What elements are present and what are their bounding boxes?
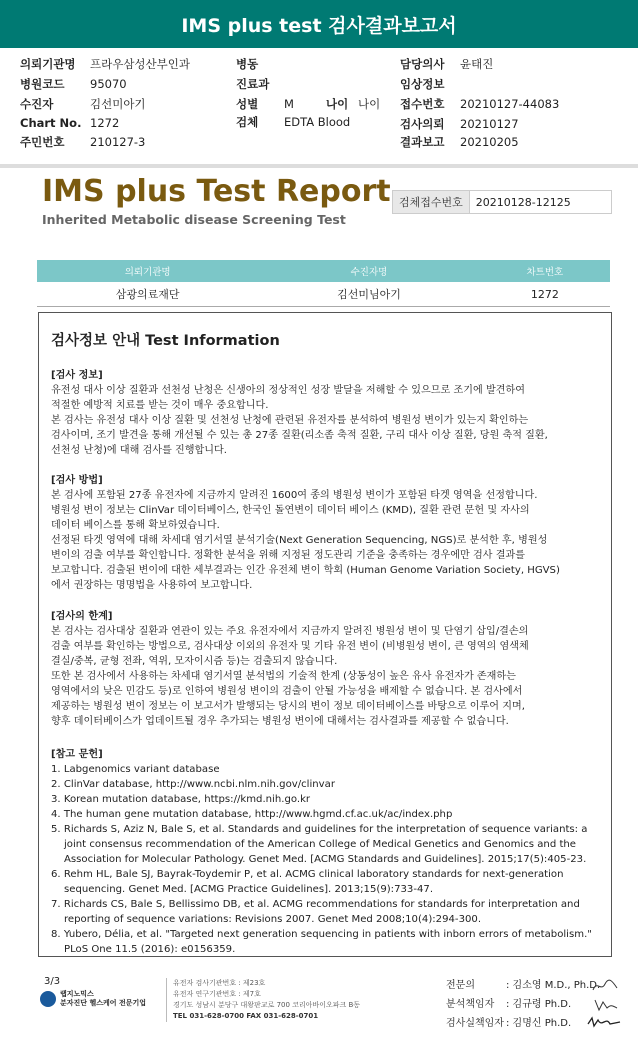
footer bbox=[0, 968, 638, 1040]
reference-item: 6. Rehm HL, Bale SJ, Bayrak-Toydemir P, et al. ACMG clinical laboratory standards for next-generation sequencing. Genet Med. [ACMG Practice Guidelines]. 2013;15(9):733-47. bbox=[51, 869, 564, 895]
paragraph-line: 검출 여부를 확인하는 방법으로, 검사대상 이외의 유전자 및 기타 유전 변이 (비병원성 변이, 큰 영역의 염색체 bbox=[51, 641, 529, 652]
paragraph-line: 적절한 예방적 치료를 받는 것이 매우 중요합니다. bbox=[51, 400, 269, 411]
paragraph-line: 제공하는 병원성 변이 정보는 이 보고서가 발행되는 당시의 변이 정보 데이터베이스를 바탕으로 이루어 지며, bbox=[51, 701, 525, 712]
report-header-title: IMS plus test 검사결과보고서 bbox=[0, 0, 638, 48]
report-date-label: 결과보고 bbox=[400, 135, 445, 149]
department-label: 진료과 bbox=[236, 77, 270, 91]
paragraph-line: 본 검사에 포함된 27종 유전자에 지금까지 알려진 1600여 종의 병원성 변이가 포함된 타겟 영역을 선정합니다. bbox=[51, 490, 538, 501]
signature-3 bbox=[586, 1014, 622, 1032]
reference-item: 3. Korean mutation database, https://kmd.nih.go.kr bbox=[51, 794, 311, 805]
signer-name: : 김규령 Ph.D. bbox=[506, 999, 572, 1010]
specimen-receipt-label: 검체접수번호 bbox=[393, 191, 470, 213]
rrn-value: 210127-3 bbox=[90, 135, 146, 149]
reference-item: 1. Labgenomics variant database bbox=[51, 764, 220, 775]
signature-1 bbox=[591, 978, 619, 994]
patient-summary-table bbox=[37, 260, 610, 307]
table-cell: 김선미님아기 bbox=[258, 282, 479, 307]
request-date-label: 검사의뢰 bbox=[400, 117, 445, 131]
clinical-info-label: 임상정보 bbox=[400, 77, 445, 91]
subject-label: 수진자 bbox=[20, 97, 54, 111]
section-heading: [검사 방법] bbox=[51, 475, 103, 486]
ward-label: 병동 bbox=[236, 57, 259, 71]
test-method-section bbox=[51, 473, 607, 593]
reference-item: 7. Richards CS, Bale S, Bellissimo DB, et al. ACMG recommendations for standards for interpretation and reporting of sequence variations: Revisions 2007. Genet Med 2008;10(4):294-300. bbox=[51, 899, 580, 925]
signer-name: : 김명신 Ph.D. bbox=[506, 1018, 572, 1029]
hospital-code-label: 병원코드 bbox=[20, 77, 65, 91]
test-info-section bbox=[51, 368, 607, 458]
specimen-receipt-box bbox=[392, 190, 612, 214]
paragraph-line: 영역에서의 낮은 민감도 등)로 인하여 병원성 변이의 검출이 안될 가능성을 배제할 수 없습니다. 본 검사에서 bbox=[51, 686, 523, 697]
paragraph-line: 본 검사는 유전성 대사 이상 질환 및 선천성 난청에 관련된 유전자를 분석하여 병원성 변이가 있는지 확인하는 bbox=[51, 415, 529, 426]
institution-label: 의뢰기관명 bbox=[20, 57, 76, 71]
request-date-value: 20210127 bbox=[460, 117, 519, 131]
section-heading: [참고 문헌] bbox=[51, 749, 103, 760]
specimen-value: EDTA Blood bbox=[284, 115, 351, 129]
reference-item: 8. Yubero, Délia, et al. "Targeted next generation sequencing in patients with inborn errors of metabolism." PLoS One 11.5 (2016): e0156359. bbox=[51, 929, 592, 955]
table-header: 수진자명 bbox=[258, 260, 479, 282]
table-row bbox=[37, 282, 610, 307]
signer-role: 분석책임자 bbox=[446, 999, 495, 1010]
table-cell: 삼광의료재단 bbox=[37, 282, 258, 307]
info-line: TEL 031-628-0700 FAX 031-628-0701 bbox=[173, 1012, 319, 1020]
page-number: 3/3 bbox=[44, 976, 61, 987]
info-line: 경기도 성남시 분당구 대왕판교로 700 코리아바이오파크 B동 bbox=[173, 1001, 361, 1009]
paragraph-line: 검사이며, 조기 발견을 통해 개선될 수 있는 총 27종 질환(리소좀 축적 질환, 구리 대사 이상 질환, 당원 축적 질환, bbox=[51, 430, 548, 441]
paragraph-line: 선천성 난청)에 대해 검사를 진행합니다. bbox=[51, 445, 227, 456]
table-header: 의뢰기관명 bbox=[37, 260, 258, 282]
signatories bbox=[446, 976, 600, 1033]
institution-value: 프라우삼성산부인과 bbox=[90, 57, 190, 71]
receipt-no-value: 20210127-44083 bbox=[460, 97, 560, 111]
info-line: 유전자 검사기관번호 : 제23호 bbox=[173, 979, 266, 987]
report-subtitle: Inherited Metabolic disease Screening Test bbox=[42, 212, 346, 227]
reference-item: 5. Richards S, Aziz N, Bale S, et al. Standards and guidelines for the interpretation of sequence variants: a joint consensus recommendation of the American College of Medical Genetics and Genomics and the Association for Molecular Pathology. Genet Med. [ACMG Standards and Guidelines]. 2015;17(5):405-23. bbox=[51, 824, 588, 865]
chart-no-value: 1272 bbox=[90, 116, 120, 130]
patient-info-header bbox=[20, 52, 620, 160]
company-logo bbox=[40, 990, 146, 1008]
reference-item: 4. The human gene mutation database, http://www.hgmd.cf.ac.uk/ac/index.php bbox=[51, 809, 453, 820]
paragraph-line: 병원성 변이 정보는 ClinVar 데이터베이스, 한국인 돌연변이 데이터 베이스 (KMD), 질환 관련 문헌 및 자사의 bbox=[51, 505, 530, 516]
subject-value: 김선미아기 bbox=[90, 97, 146, 111]
section-heading: [검사의 한계] bbox=[51, 611, 113, 622]
paragraph-line: 에서 권장하는 명명법을 사용하여 보고합니다. bbox=[51, 580, 253, 591]
chart-no-label: Chart No. bbox=[20, 116, 82, 130]
doctor-label: 담당의사 bbox=[400, 57, 445, 71]
logo-tagline: 분자진단 헬스케어 전문기업 bbox=[60, 999, 147, 1007]
signer-name: : 김소영 M.D., Ph.D. bbox=[506, 980, 601, 991]
receipt-no-label: 접수번호 bbox=[400, 97, 445, 111]
report-date-value: 20210205 bbox=[460, 135, 519, 149]
references-section bbox=[51, 747, 607, 957]
info-line: 유전자 연구기관번호 : 제7호 bbox=[173, 990, 261, 998]
paragraph-line: 데이터 베이스를 통해 확보하였습니다. bbox=[51, 520, 220, 531]
age-value: 나이 bbox=[358, 97, 381, 111]
paragraph-line: 향후 데이터베이스가 업데이트될 경우 추가되는 병원성 변이에 대해서는 검사결과를 제공할 수 없습니다. bbox=[51, 716, 509, 727]
paragraph-line: 변이의 검출 여부를 확인합니다. 정확한 분석을 위해 지정된 정도관리 기준을 충족하는 경우에만 검사 결과를 bbox=[51, 550, 525, 561]
rrn-label: 주민번호 bbox=[20, 135, 65, 149]
paragraph-line: 결실/중복, 균형 전좌, 역위, 모자이시즘 등)는 검출되지 않습니다. bbox=[51, 656, 338, 667]
test-information-box bbox=[38, 312, 612, 957]
signer-role: 전문의 bbox=[446, 980, 475, 991]
section-heading: [검사 정보] bbox=[51, 370, 103, 381]
age-label: 나이 bbox=[326, 97, 349, 111]
doctor-value: 윤태진 bbox=[460, 57, 494, 71]
sex-label: 성별 bbox=[236, 97, 259, 111]
paragraph-line: 유전성 대사 이상 질환과 선천성 난청은 신생아의 정상적인 성장 발달을 저해할 수 있으므로 조기에 발견하여 bbox=[51, 385, 525, 396]
table-cell: 1272 bbox=[480, 282, 610, 307]
sex-value: M bbox=[284, 97, 294, 111]
signer-role: 검사실책임자 bbox=[446, 1018, 504, 1029]
paragraph-line: 또한 본 검사에서 사용하는 차세대 염기서열 분석법의 기술적 한계 (상동성이 높은 유사 유전자가 존재하는 bbox=[51, 671, 516, 682]
section-title: 검사정보 안내 Test Information bbox=[51, 333, 280, 349]
specimen-receipt-value: 20210128-12125 bbox=[475, 195, 571, 209]
hospital-code-value: 95070 bbox=[90, 77, 127, 91]
paragraph-line: 선정된 타겟 영역에 대해 차세대 염기서열 분석기술(Next Generation Sequencing, NGS)로 분석한 후, 병원성 bbox=[51, 535, 548, 546]
company-info bbox=[166, 978, 360, 1022]
logo-icon bbox=[40, 991, 56, 1007]
report-title: IMS plus Test Report bbox=[42, 174, 391, 209]
specimen-label: 검체 bbox=[236, 115, 259, 129]
references-list bbox=[51, 762, 607, 957]
table-header: 차트번호 bbox=[480, 260, 610, 282]
test-limits-section bbox=[51, 609, 607, 729]
divider bbox=[0, 164, 638, 168]
signature-2 bbox=[591, 996, 619, 1012]
logo-name: 랩지노믹스 bbox=[60, 990, 94, 998]
paragraph-line: 본 검사는 검사대상 질환과 연관이 있는 주요 유전자에서 지금까지 알려진 병원성 변이 및 단염기 삽입/결손의 bbox=[51, 626, 529, 637]
reference-item: 2. ClinVar database, http://www.ncbi.nlm.nih.gov/clinvar bbox=[51, 779, 335, 790]
paragraph-line: 보고합니다. 검출된 변이에 대한 세부결과는 인간 유전체 변이 학회 (Human Genome Variation Society, HGVS) bbox=[51, 565, 560, 576]
